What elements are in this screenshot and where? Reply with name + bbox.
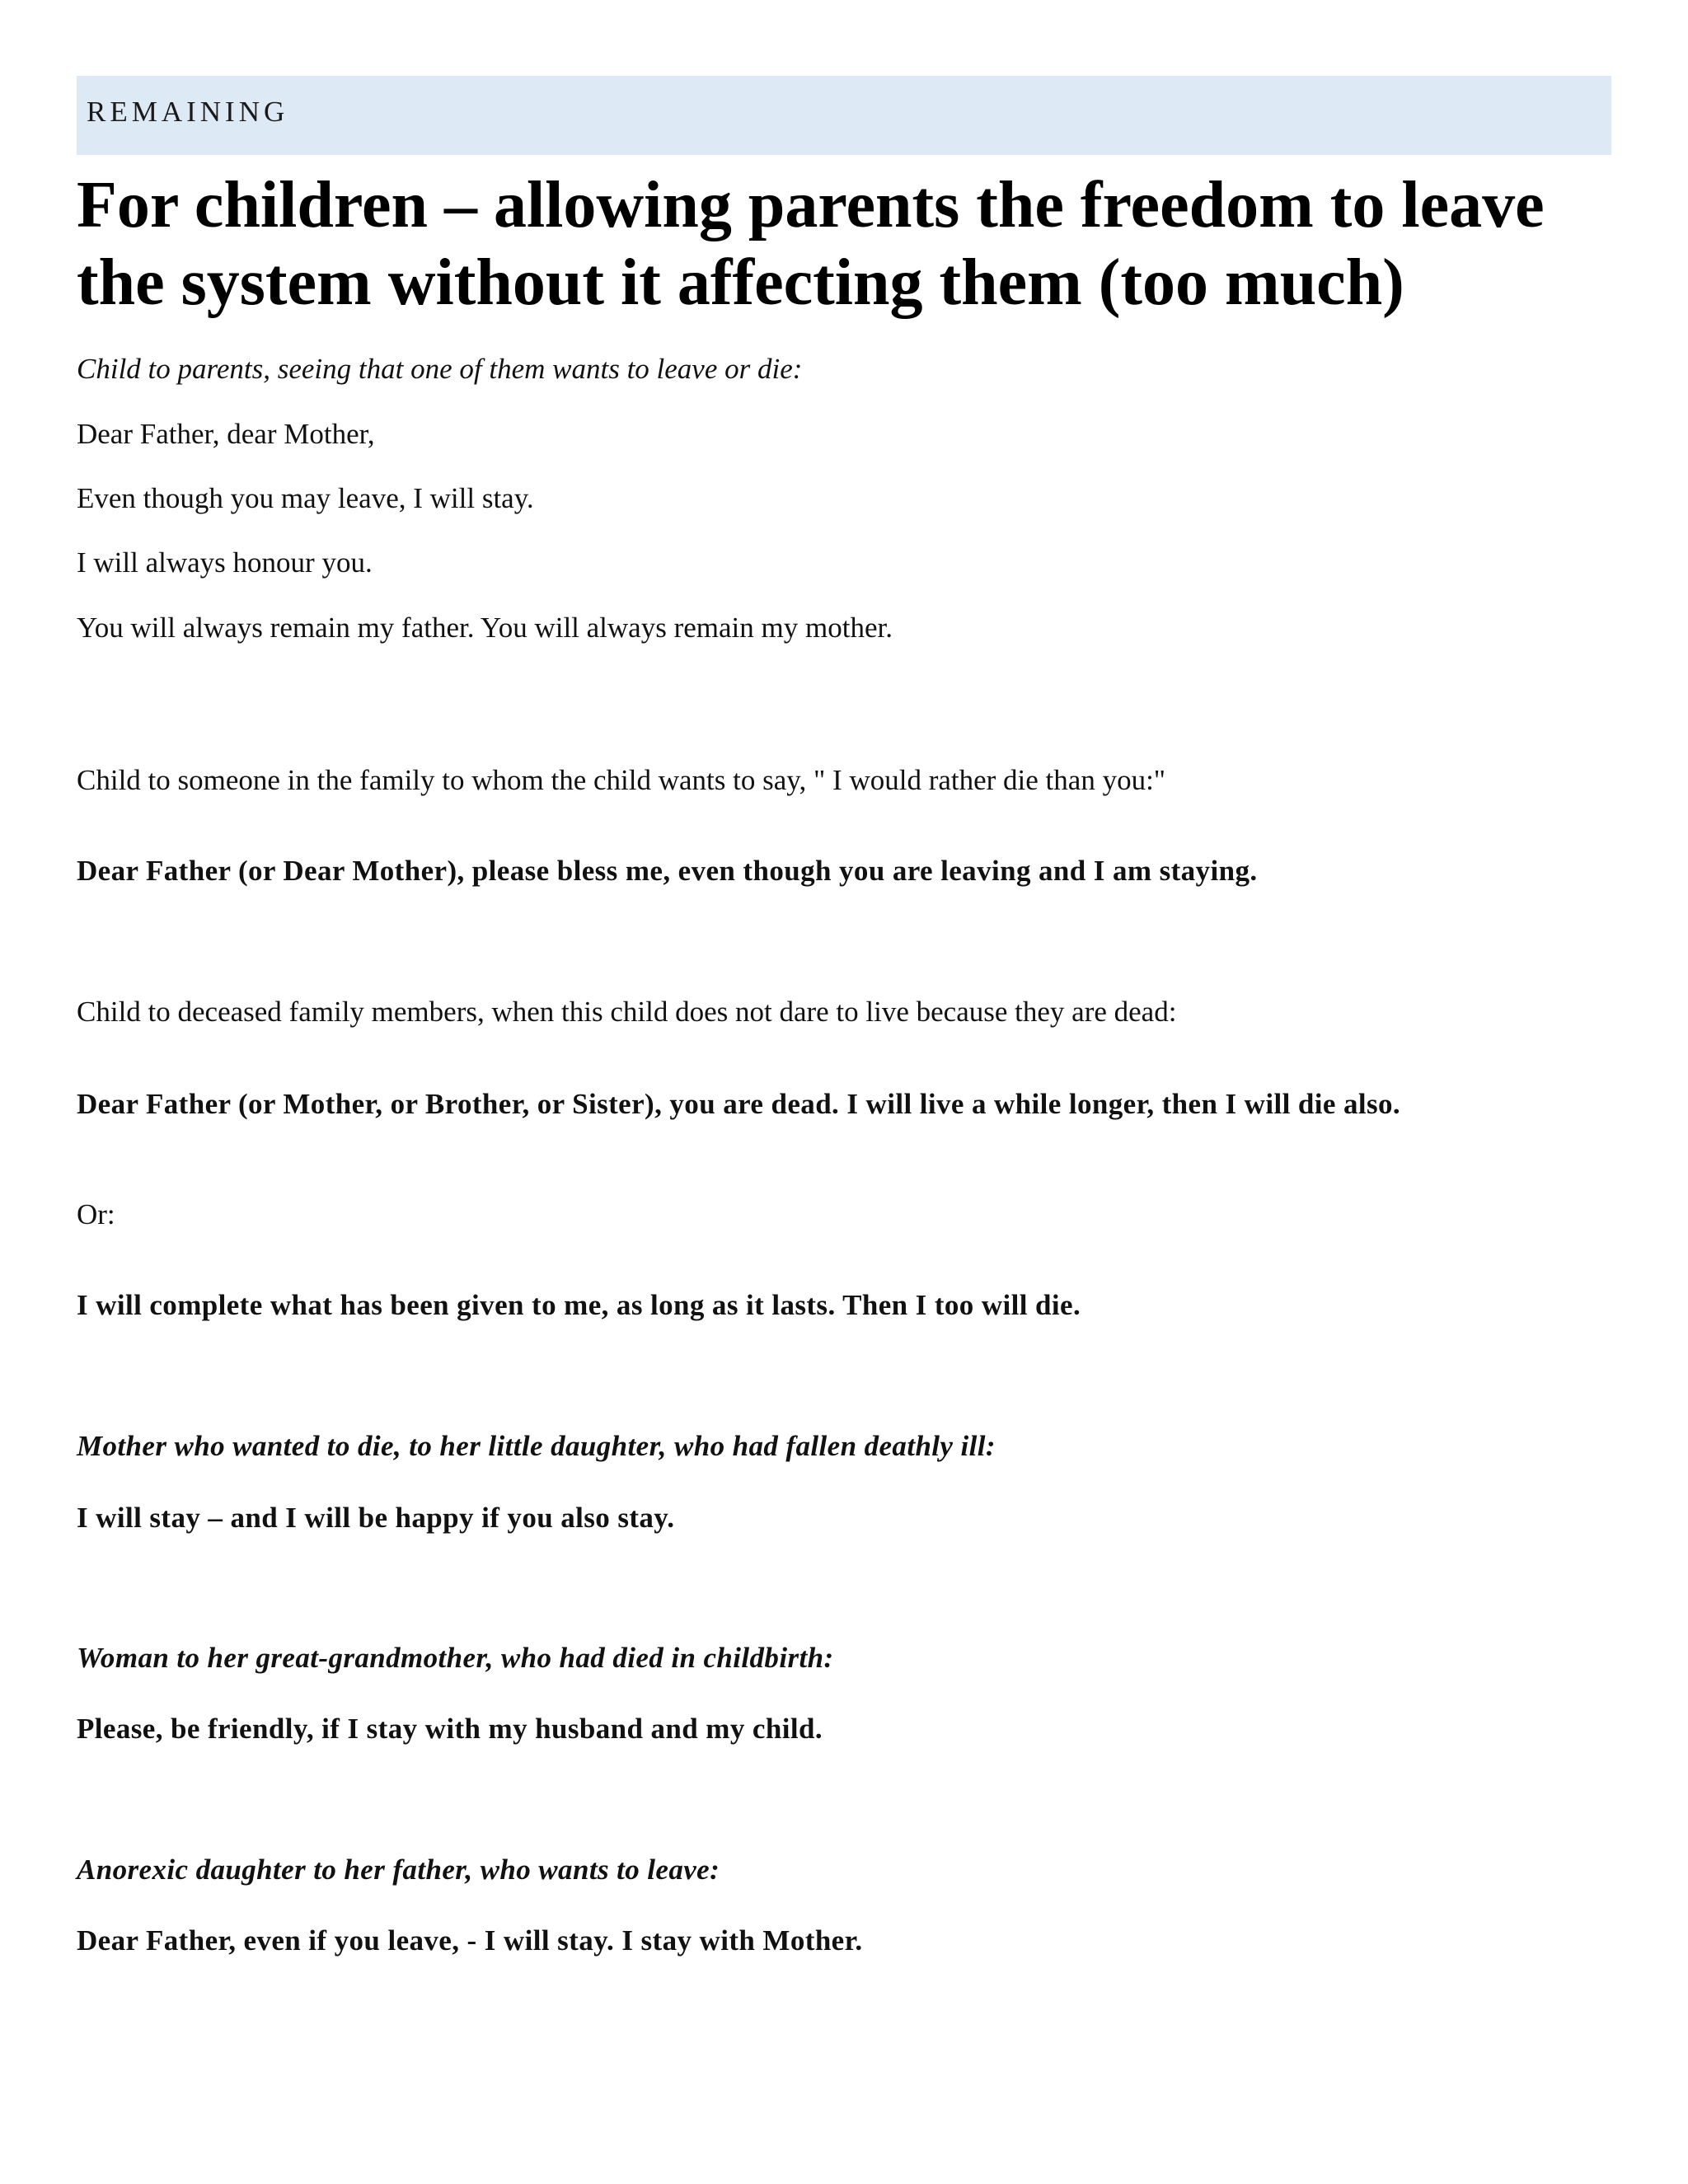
intro-child-to-deceased: Child to deceased family members, when this child does not dare to live because they are dead: [77,996,1177,1028]
statement-happy-if-you-stay: I will stay – and I will be happy if you also stay. [77,1502,675,1534]
salutation: Dear Father, dear Mother, [77,418,375,450]
intro-child-to-parents: Child to parents, seeing that one of them wants to leave or die: [77,353,803,385]
statement-honour: I will always honour you. [77,546,373,579]
statement-bless-me: Dear Father (or Dear Mother), please bless me, even though you are leaving and I am staying. [77,855,1258,887]
page-title: For children – allowing parents the freedom to leave the system without it affecting them (too much) [77,169,1545,319]
intro-woman-to-great-grandmother: Woman to her great-grandmother, who had died in childbirth: [77,1642,834,1674]
intro-child-to-family-member: Child to someone in the family to whom the child wants to say, " I would rather die than you:" [77,764,1166,796]
intro-mother-to-daughter: Mother who wanted to die, to her little daughter, who had fallen deathly ill: [77,1430,996,1462]
statement-complete: I will complete what has been given to me, as long as it lasts. Then I too will die. [77,1289,1081,1321]
intro-anorexic-daughter: Anorexic daughter to her father, who wants to leave: [77,1854,720,1886]
section-label: REMAINING [87,96,289,128]
connector-or: Or: [77,1198,115,1230]
statement-stay-with-mother: Dear Father, even if you leave, - I will stay. I stay with Mother. [77,1924,863,1957]
statement-stay: Even though you may leave, I will stay. [77,482,534,514]
statement-be-friendly: Please, be friendly, if I stay with my husband and my child. [77,1713,823,1745]
statement-remain: You will always remain my father. You will always remain my mother. [77,612,893,644]
section-header-band [77,76,1611,155]
statement-you-are-dead: Dear Father (or Mother, or Brother, or Sister), you are dead. I will live a while longer, then I will die also. [77,1088,1401,1120]
